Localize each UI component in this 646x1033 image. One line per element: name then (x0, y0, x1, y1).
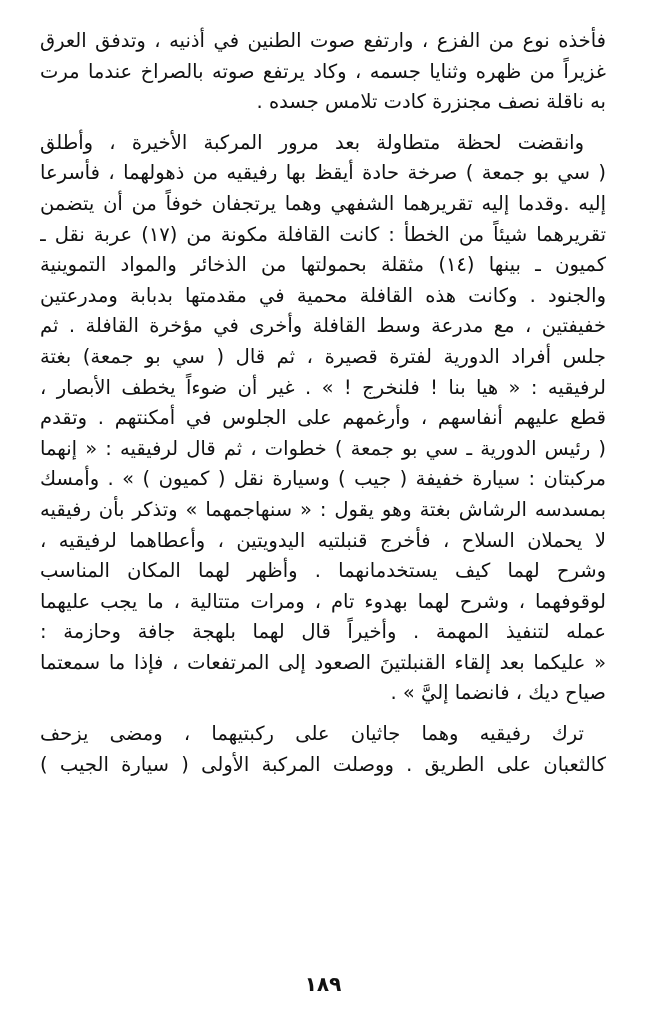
text-line: كالثعبان على الطريق . ووصلت المركبة الأولى ( سيارة الجيب ) (40, 752, 606, 776)
paragraph-1 (40, 26, 606, 118)
text-line: وانقضت لحظة متطاولة بعد مرور المركبة الأخيرة ، وأطلق (40, 130, 584, 154)
text-line: تقريرهما شيئاً من الخطأ : كانت القافلة مكونة من (١٧) عربة نقل ـ (40, 222, 606, 246)
text-line: لا يحملان السلاح ، فأخرج قنبلتيه اليدويتين ، وأعطاهما لرفيقيه ، (40, 528, 606, 552)
text-line: « عليكما بعد إلقاء القنبلتينَ الصعود إلى المرتفعات ، فإذا ما سمعتما (40, 650, 606, 674)
text-line: ترك رفيقيه وهما جاثيان على ركبتيهما ، ومضى يزحف (40, 722, 584, 746)
text-line: لوقوفهما ، وشرح لهما بهدوء تام ، ومرات متتالية ، ما يجب عليهما (40, 589, 606, 613)
text-line: ( سي بو جمعة ) صرخة حادة أيقظ بها رفيقيه من ذهولهما ، فأسرعا (40, 161, 606, 185)
paragraph-2 (40, 128, 606, 709)
text-line: إليه .وقدما إليه تقريرهما الشفهي وهما يرتجفان خوفاً من أن يتضمن (40, 191, 606, 215)
text-line: والجنود . وكانت هذه القافلة محمية في مقدمتها بدبابة ومدرعتين (40, 283, 606, 307)
text-line: وشرح لهما كيف يستخدمانهما . وأظهر لهما المكان المناسب (40, 559, 606, 583)
text-line: بمسدسه الرشاش بغتة وهو يقول : « سنهاجمهما » وتذكر بأن رفيقيه (40, 497, 606, 521)
text-line: مركبتان : سيارة خفيفة ( جيب ) وسيارة نقل ( كميون ) » . وأمسك (40, 467, 606, 491)
text-line: خفيفتين ، مع مدرعة وسط القافلة وأخرى في مؤخرة القافلة . ثم (40, 314, 606, 338)
text-line: لرفيقيه : « هيا بنا ! فلنخرج ! » . غير أن ضوءاً يخطف الأبصار ، (40, 375, 606, 399)
page-number: ١٨٩ (304, 972, 342, 996)
text-line: صياح ديك ، فانضما إليَّ » . (390, 681, 606, 705)
text-line: جلس أفراد الدورية لفترة قصيرة ، ثم قال ( سي بو جمعة) بغتة (40, 344, 606, 368)
text-line: فأخذه نوع من الفزع ، وارتفع صوت الطنين في أذنيه ، وتدفق العرق (40, 29, 606, 52)
text-line: كميون ـ بينها (١٤) مثقلة بحمولتها من الذخائر والمواد التموينية (40, 253, 606, 277)
text-line: ( رئيس الدورية ـ سي بو جمعة ) خطوات ، ثم قال لرفيقيه : « إنهما (40, 436, 606, 460)
text-line: قطع عليهم أنفاسهم ، وأرغمهم على الجلوس في أمكنتهم . وتقدم (40, 406, 606, 430)
text-line: به ناقلة نصف مجنزرة كادت تلامس جسده . (256, 90, 606, 114)
text-line: غزيراً من ظهره وثنايا جسمه ، وكاد يرتفع صوته بالصراخ عندما مرت (40, 59, 606, 83)
paragraph-3 (40, 719, 606, 780)
paragraph-gap (40, 118, 606, 128)
text-line: عمله لتنفيذ المهمة . وأخيراً قال لهما بلهجة جافة وحازمة : (40, 620, 606, 644)
paragraph-gap (40, 709, 606, 719)
book-page (40, 26, 606, 780)
